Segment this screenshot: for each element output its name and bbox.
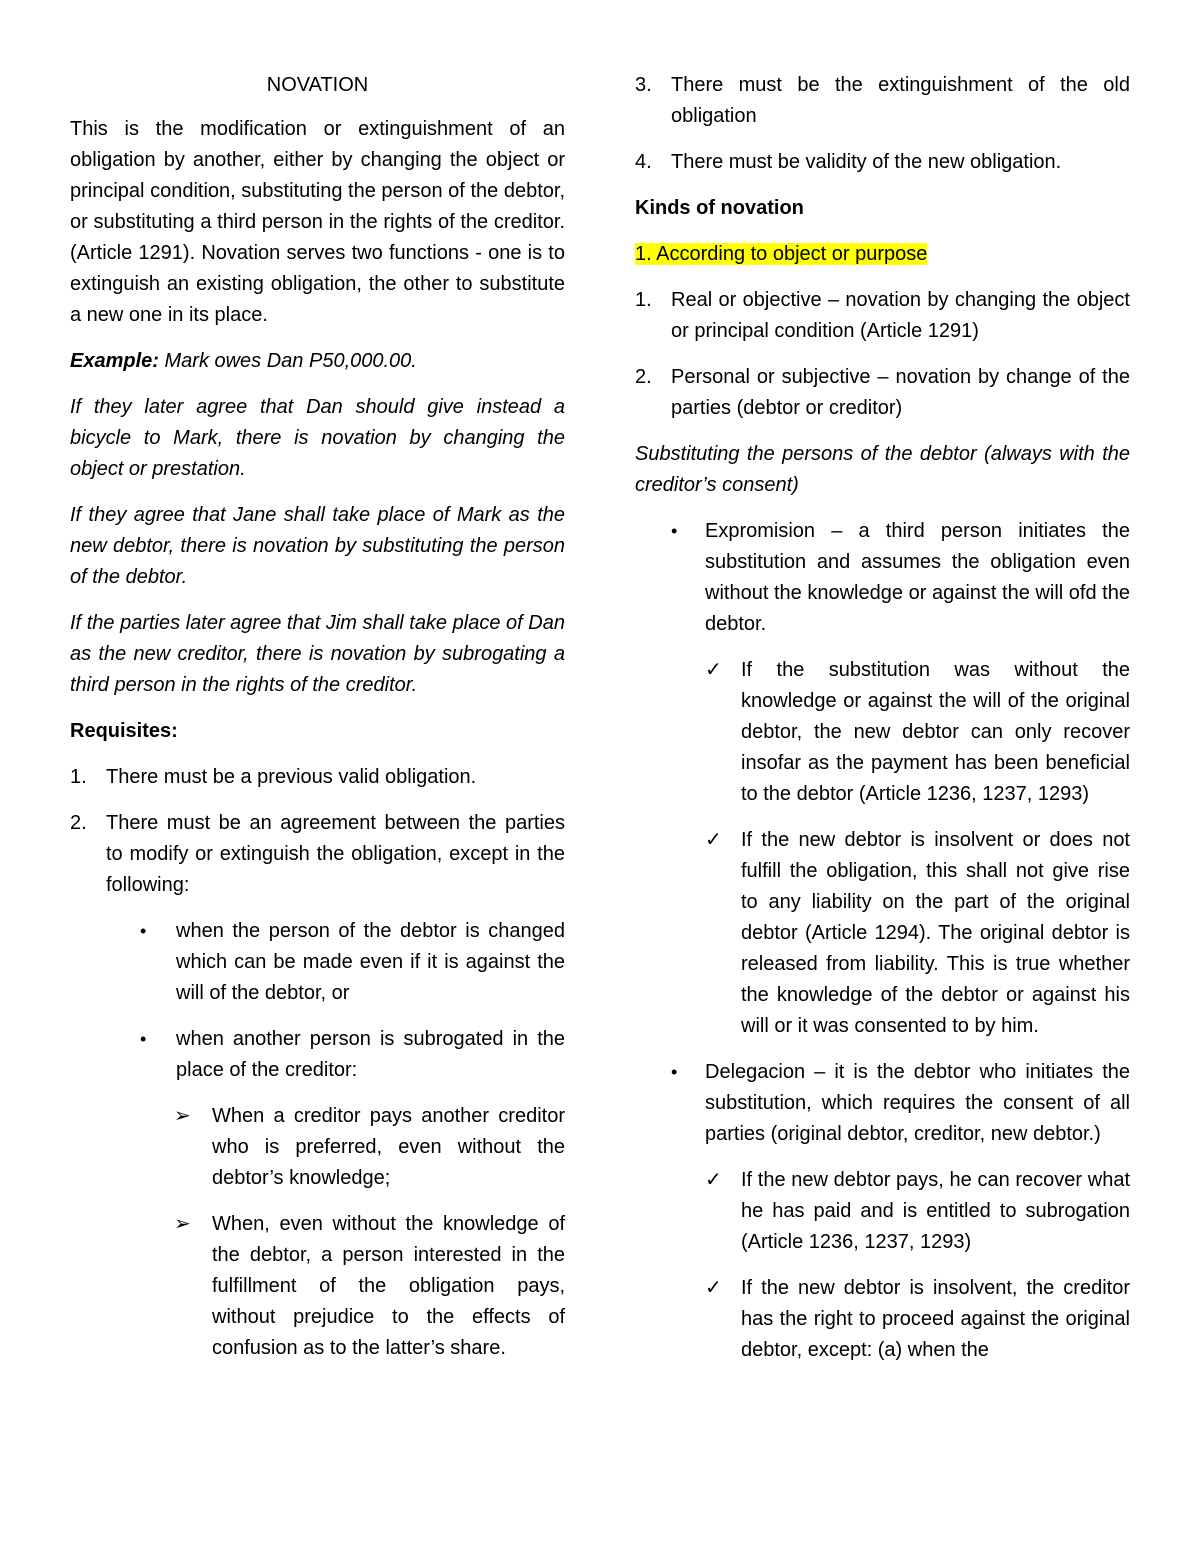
bullet-icon: • [671, 1062, 678, 1082]
requisite-1 [70, 762, 565, 793]
delegacion-item [635, 1057, 1130, 1150]
kind-personal-subjective [635, 362, 1130, 424]
sub-exception-interested-person [70, 1209, 565, 1364]
requisite-text: There must be the extinguishment of the old obligation [671, 74, 1130, 127]
kind-text: Real or objective – novation by changing the object or principal condition (Article 1291) [671, 289, 1130, 342]
requisite-text: There must be an agreement between the parties to modify or extinguish the obligation, except in the following: [106, 812, 565, 896]
delegacion-check-1 [635, 1165, 1130, 1258]
list-number: 4. [635, 151, 652, 173]
check-text: If the new debtor is insolvent, the creditor has the right to proceed against the original debtor, except: (a) when the [741, 1277, 1130, 1361]
check-icon: ✓ [705, 1169, 722, 1191]
requisite-text: There must be validity of the new obligation. [671, 151, 1062, 173]
check-icon: ✓ [705, 1277, 722, 1299]
example-text: Mark owes Dan P50,000.00. [158, 350, 417, 372]
list-number: 3. [635, 74, 652, 96]
kind-real-objective [635, 285, 1130, 347]
delegacion-check-2 [635, 1273, 1130, 1366]
list-number: 2. [70, 812, 87, 834]
example-label: Example: [70, 350, 159, 372]
requisite-4 [635, 147, 1130, 178]
exception-debtor-changed [70, 916, 565, 1009]
requisites-heading: Requisites: [70, 720, 178, 742]
list-number: 2. [635, 366, 652, 388]
requisite-3 [635, 70, 1130, 132]
list-number: 1. [70, 766, 87, 788]
bullet-icon: • [140, 1029, 147, 1049]
exception-text: when the person of the debtor is changed which can be made even if it is against the will of the debtor, or [176, 920, 565, 1004]
check-icon: ✓ [705, 659, 722, 681]
list-number: 1. [635, 289, 652, 311]
kind1-heading-line [635, 239, 1130, 270]
intro-paragraph: This is the modification or extinguishment of an obligation by another, either by changing the object or principal condition, substituting the person of the debtor, or substituting a third person in the rights of the creditor. (Article 1291). Novation serves two functions - one is to extinguish an existing obligation, the other to substitute a new one in its place. [70, 118, 565, 326]
kinds-heading: Kinds of novation [635, 197, 804, 219]
check-icon: ✓ [705, 829, 722, 851]
arrow-icon: ➢ [174, 1105, 191, 1127]
page-title: NOVATION [266, 74, 369, 96]
left-column [70, 70, 565, 1379]
example-line-debtor: If they agree that Jane shall take place of Mark as the new debtor, there is novation by substituting the person of the debtor. [70, 504, 565, 588]
expromision-text: Expromision – a third person initiates the substitution and assumes the obligation even without the knowledge or against the will ofd the debtor. [705, 520, 1130, 635]
expromision-item [635, 516, 1130, 640]
sub-exception-text: When a creditor pays another creditor who is preferred, even without the debtor’s knowledge; [212, 1105, 565, 1189]
example-line-creditor: If the parties later agree that Jim shall take place of Dan as the new creditor, there is novation by subrogating a third person in the rights of the creditor. [70, 612, 565, 696]
example-line-object: If they later agree that Dan should give instead a bicycle to Mark, there is novation by changing the object or prestation. [70, 396, 565, 480]
exception-text: when another person is subrogated in the place of the creditor: [176, 1028, 565, 1081]
requisite-text: There must be a previous valid obligation. [106, 766, 477, 788]
expromision-check-2 [635, 825, 1130, 1042]
sub-exception-creditor-pays [70, 1101, 565, 1194]
check-text: If the substitution was without the knowledge or against the will of the original debtor, the new debtor can only recover insofar as the payment has been beneficial to the debtor (Article 1236, 1237, 1293) [741, 659, 1130, 805]
substituting-note: Substituting the persons of the debtor (always with the creditor’s consent) [635, 443, 1130, 496]
sub-exception-text: When, even without the knowledge of the debtor, a person interested in the fulfillment of the obligation pays, without prejudice to the effects of confusion as to the latter’s share. [212, 1213, 565, 1359]
right-column [635, 70, 1130, 1366]
check-text: If the new debtor is insolvent or does not fulfill the obligation, this shall not give rise to any liability on the part of the original debtor (Article 1294). The original debtor is released from liability. This is true whether the knowledge of the debtor or against his will or it was consented to by him. [741, 829, 1130, 1037]
check-text: If the new debtor pays, he can recover what he has paid and is entitled to subrogation (Article 1236, 1237, 1293) [741, 1169, 1130, 1253]
requisite-2 [70, 808, 565, 901]
example-paragraph [70, 346, 565, 377]
exception-subrogated [70, 1024, 565, 1086]
arrow-icon: ➢ [174, 1213, 191, 1235]
bullet-icon: • [140, 921, 147, 941]
kind1-heading: 1. According to object or purpose [635, 243, 928, 265]
kind-text: Personal or subjective – novation by change of the parties (debtor or creditor) [671, 366, 1130, 419]
delegacion-text: Delegacion – it is the debtor who initiates the substitution, which requires the consent of all parties (original debtor, creditor, new debtor.) [705, 1061, 1130, 1145]
expromision-check-1 [635, 655, 1130, 810]
bullet-icon: • [671, 521, 678, 541]
